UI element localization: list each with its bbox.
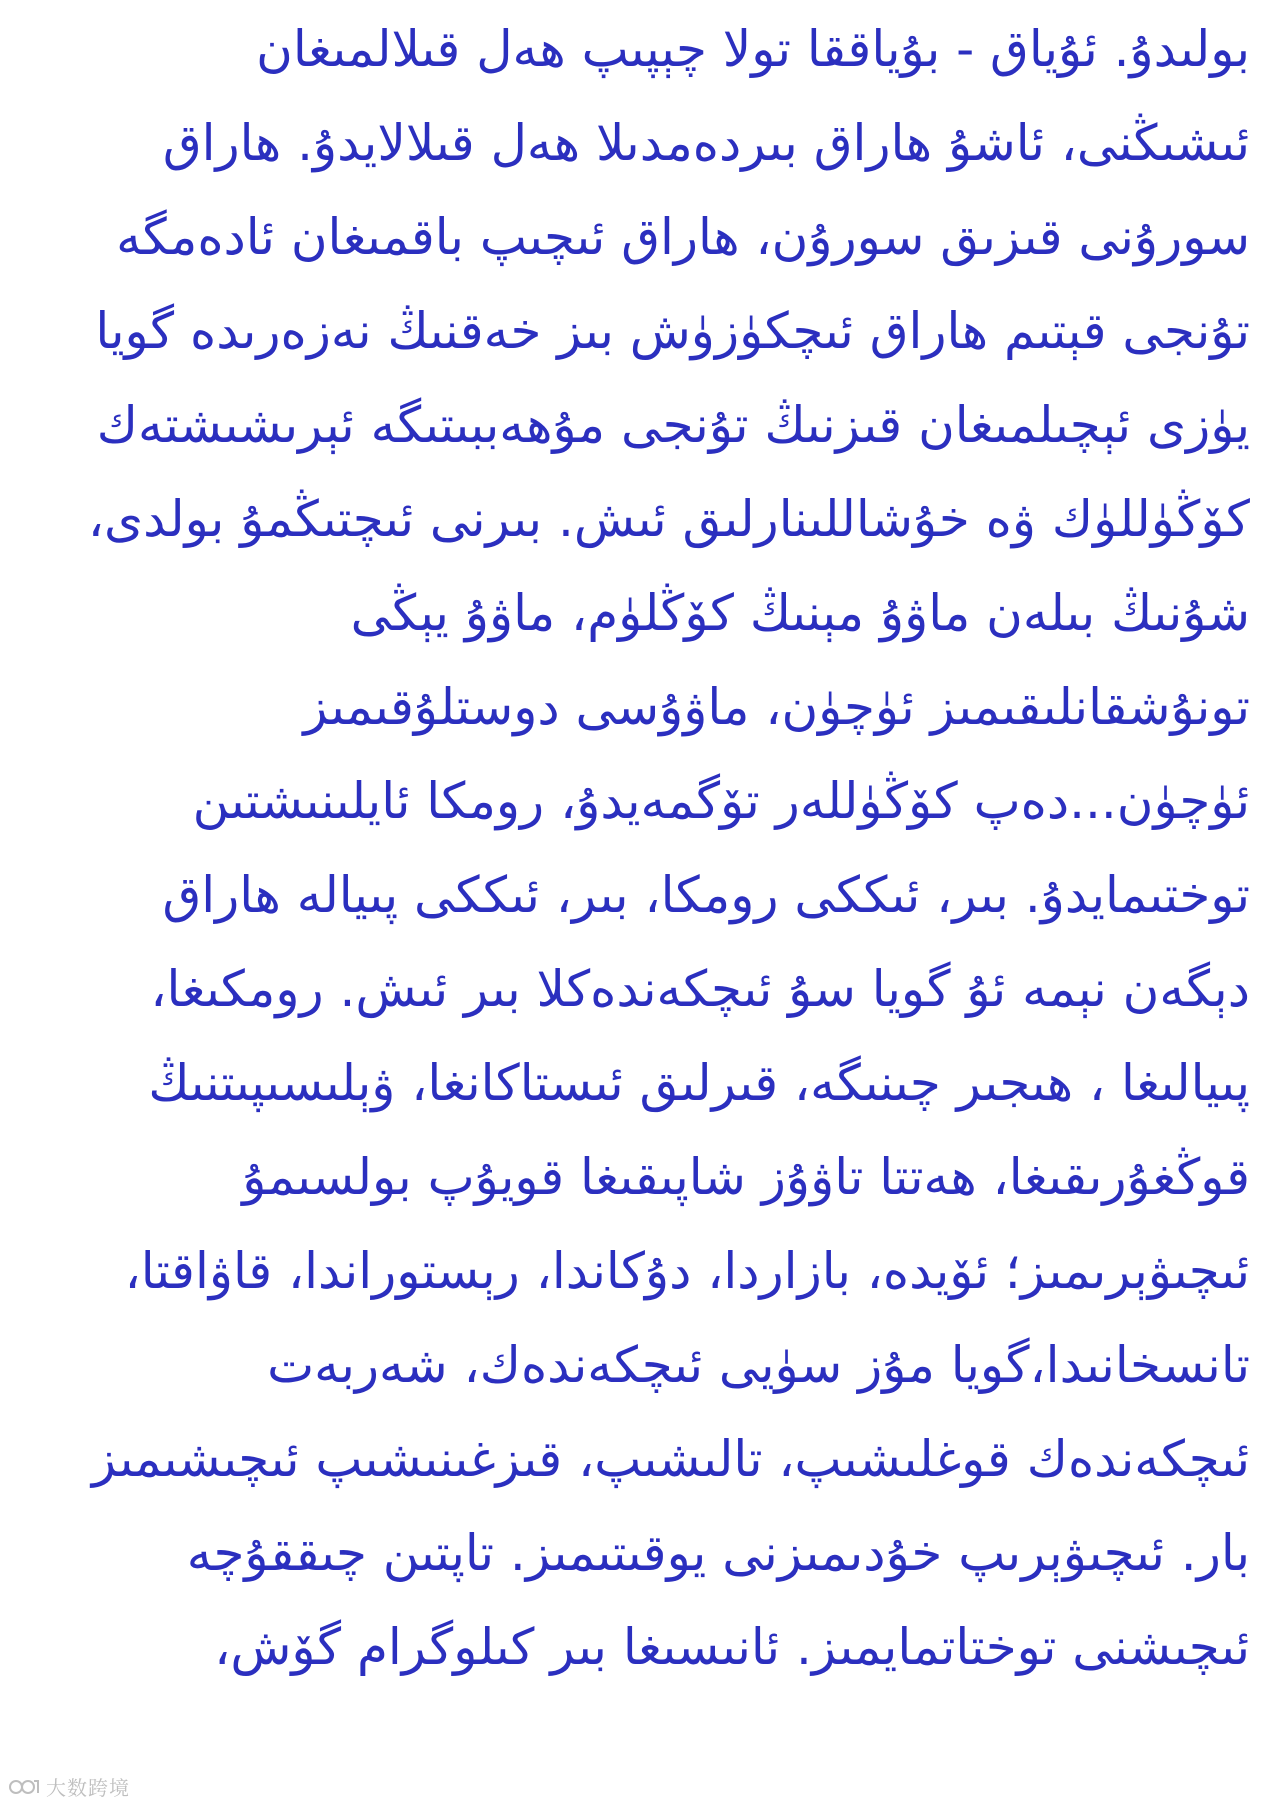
- text-line-10: توختىمايدۇ. بىر، ئىككى رومكا، بىر، ئىككى پىيالە ھاراق: [162, 866, 1250, 924]
- watermark-text: 大数跨境: [46, 1776, 130, 1800]
- text-line-18: ئىچىشنى توختاتمايمىز. ئانىسىغا بىر كىلوگرام گۆش،: [214, 1618, 1250, 1676]
- text-line-6: كۆڭۈللۈك ۋە خۇشاللىنارلىق ئىش. بىرنى ئىچتىڭمۇ بولدى،: [87, 490, 1250, 548]
- text-line-4: تۇنجى قېتىم ھاراق ئىچكۈزۈش بىز خەقنىڭ نەزەرىدە گويا: [95, 302, 1250, 360]
- text-line-15: تانسخانىدا،گويا مۇز سۈيى ئىچكەندەك، شەربەت: [267, 1336, 1250, 1394]
- text-line-2: ئىشىڭنى، ئاشۇ ھاراق بىردەمدىلا ھەل قىلالايدۇ. ھاراق: [162, 114, 1250, 172]
- text-line-14: ئىچىۋېرىمىز؛ ئۆيدە، بازاردا، دۇكاندا، رېستوراندا، قاۋاقتا،: [124, 1242, 1250, 1300]
- text-line-7: شۇنىڭ بىلەن ماۋۇ مېنىڭ كۆڭلۈم، ماۋۇ يېڭى: [350, 584, 1250, 642]
- text-line-12: پىيالىغا ، ھىجىر چىنىگە، قىرلىق ئىستاكانغا، ۋېلىسىپىتنىڭ: [148, 1054, 1250, 1112]
- text-line-13: قوڭغۇرىقىغا، ھەتتا تاۋۇز شاپىقىغا قويۇپ بولسىمۇ: [242, 1148, 1250, 1206]
- text-line-11: دېگەن نېمە ئۇ گويا سۇ ئىچكەندەكلا بىر ئىش. رومكىغا،: [150, 960, 1250, 1018]
- text-line-9: ئۈچۈن...دەپ كۆڭۈللەر تۆگمەيدۇ، رومكا ئايلىنىشتىن: [192, 772, 1250, 830]
- watermark: [8, 1772, 130, 1801]
- text-line-8: تونۇشقانلىقىمىز ئۈچۈن، ماۋۇسى دوستلۇقىمىز: [303, 678, 1250, 736]
- text-line-16: ئىچكەندەك قوغلىشىپ، تالىشىپ، قىزغىنىشىپ ئىچىشىمىز: [91, 1430, 1250, 1488]
- text-line-3: سورۇنى قىزىق سورۇن، ھاراق ئىچىپ باقمىغان ئادەمگە: [116, 208, 1250, 266]
- text-line-17: بار. ئىچىۋېرىپ خۇدىمىزنى يوقىتىمىز. تاپتىن چىققۇچە: [186, 1524, 1250, 1582]
- uyghur-paragraph: [40, 0, 1250, 1694]
- text-line-5: يۈزى ئېچىلمىغان قىزنىڭ تۇنجى مۇھەببىتىگە ئېرىشىشتەك: [96, 396, 1250, 454]
- text-line-1: بولىدۇ. ئۇياق - بۇياققا تولا چېپىپ ھەل قىلالمىغان: [256, 20, 1250, 78]
- brand-logo-icon: [8, 1777, 40, 1797]
